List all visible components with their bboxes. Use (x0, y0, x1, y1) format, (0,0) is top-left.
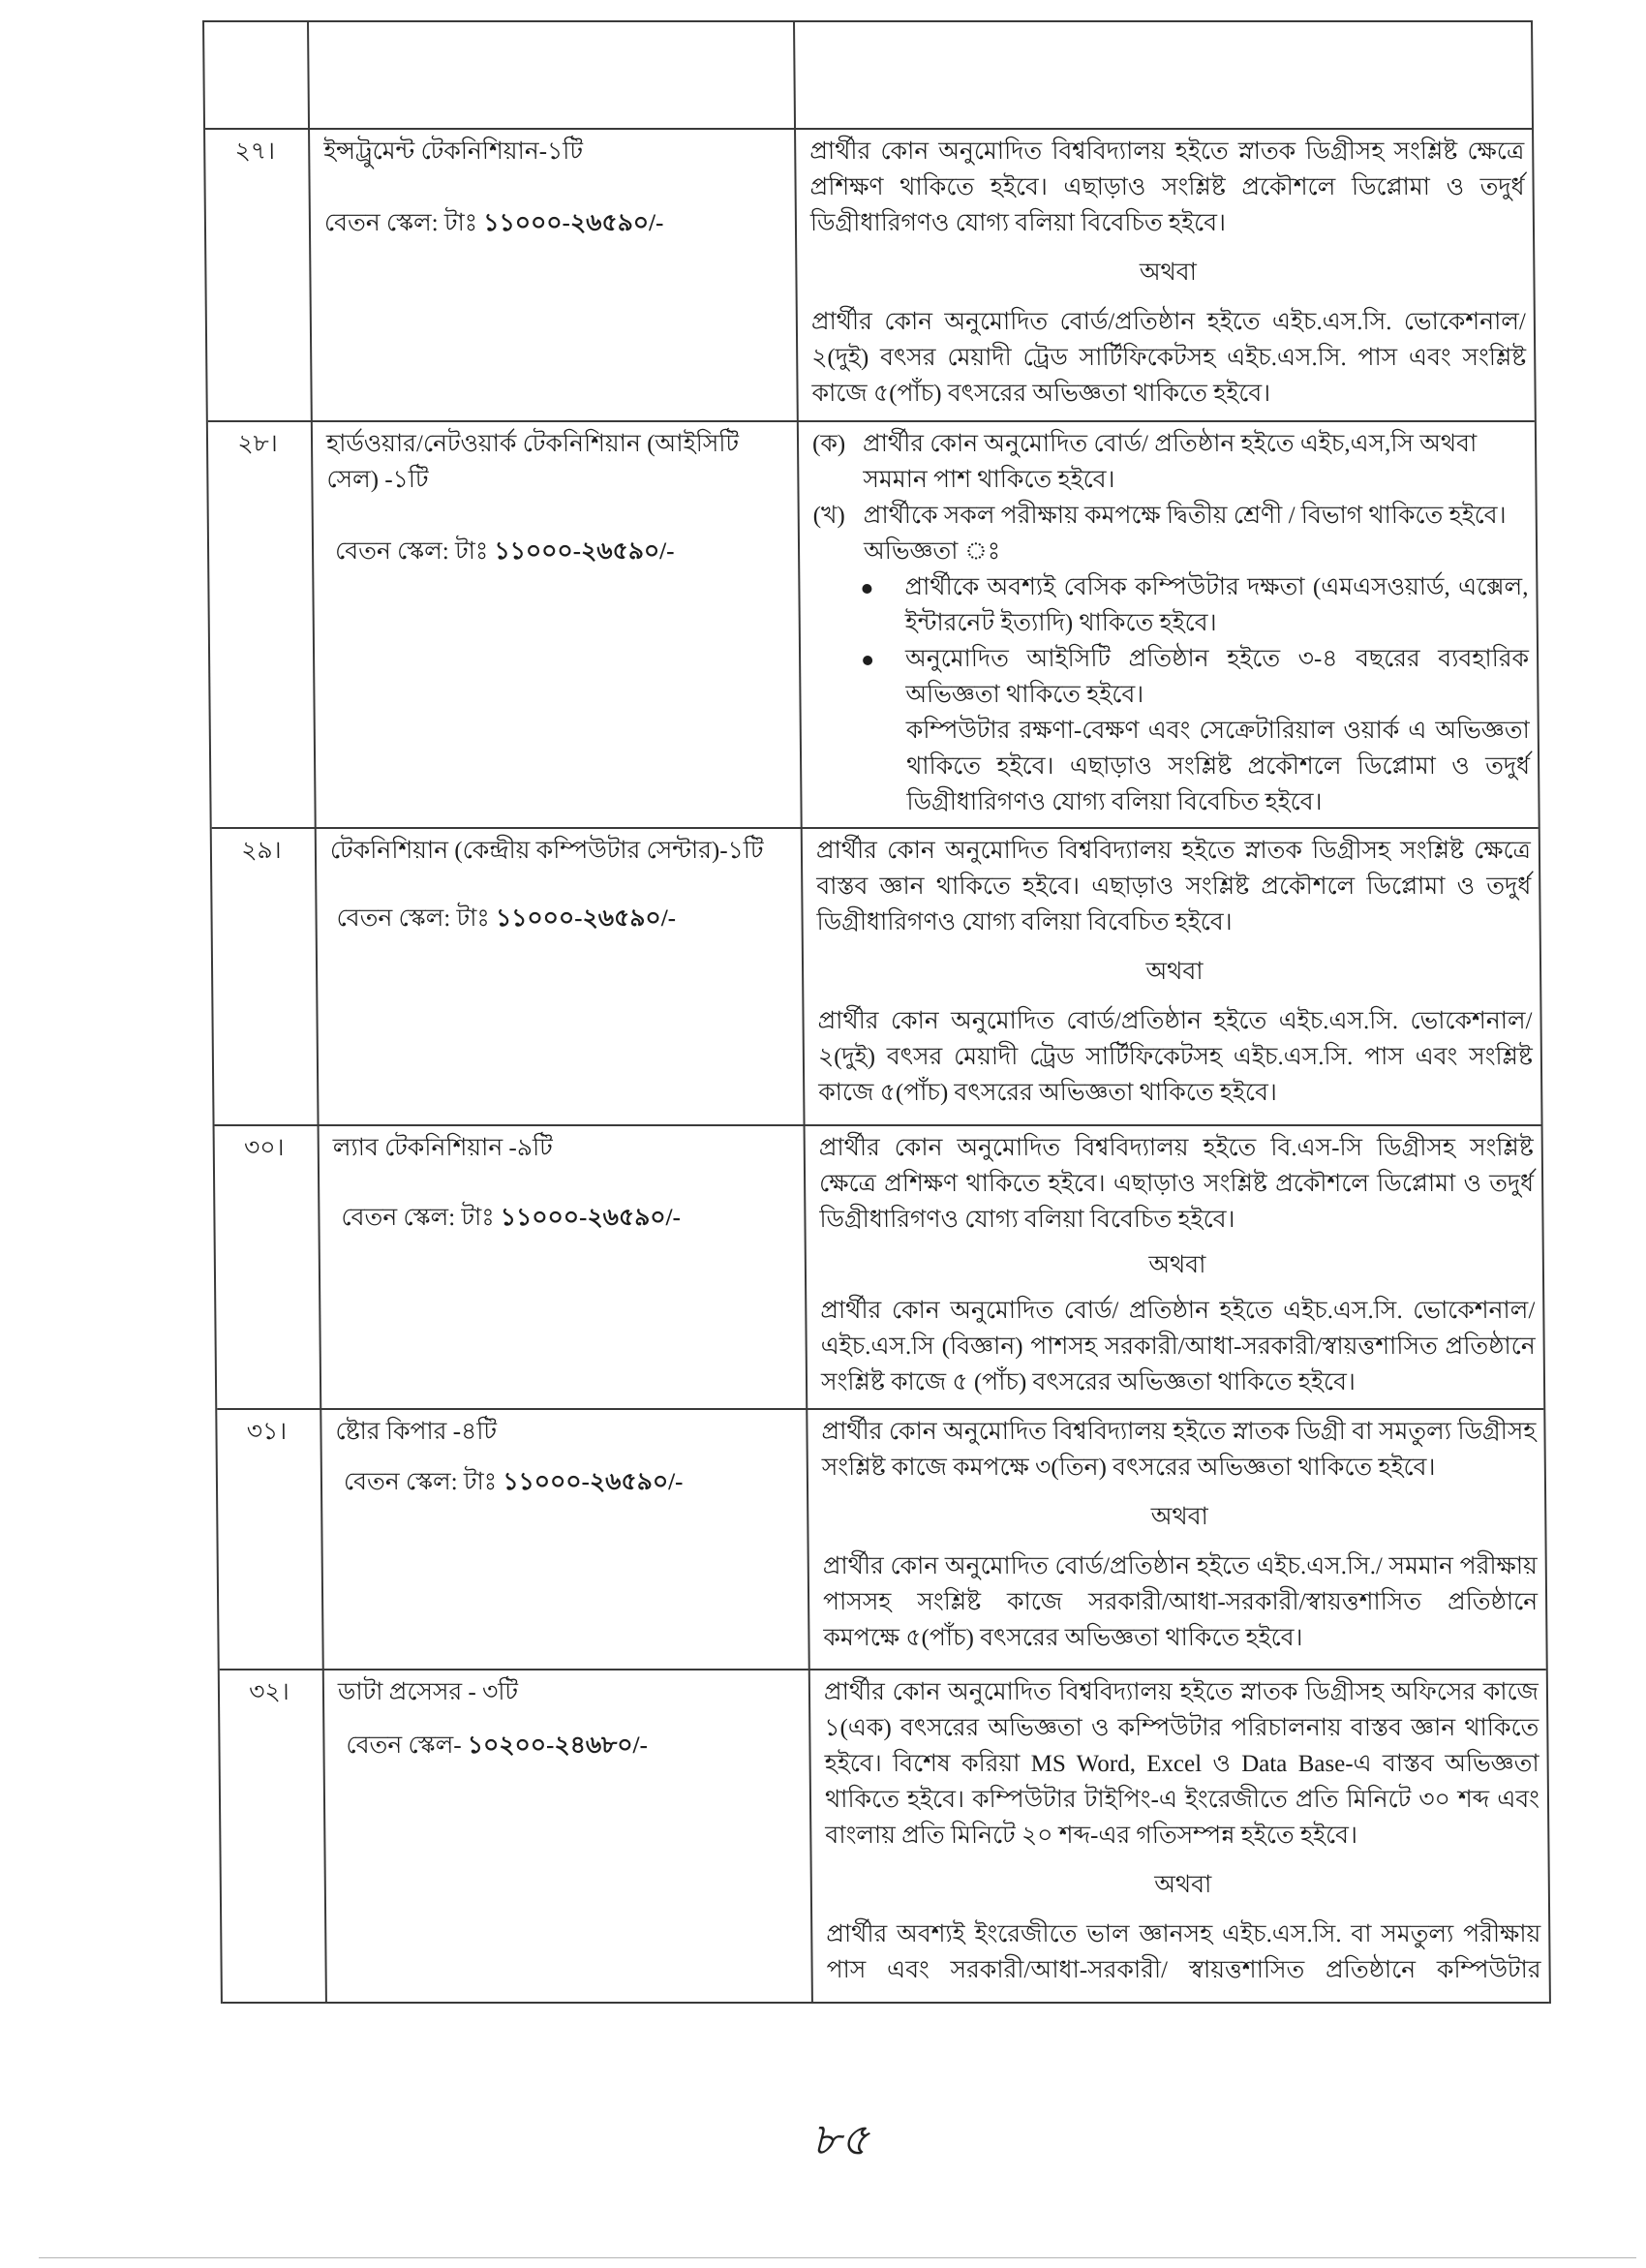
qualification-cell (799, 422, 1539, 827)
qualification-alternative: প্রার্থীর কোন অনুমোদিত বোর্ড/প্রতিষ্ঠান হইতে এইচ.এস.সি. ভোকেশনাল/২(দুই) বৎসর মেয়াদী ট্রেড সার্টিফিকেটসহ এইচ.এস.সি. পাস এবং সংশ্লিষ্ট কাজে ৫(পাঁচ) বৎসরের অভিজ্ঞতা থাকিতে হইবে। (817, 1008, 1534, 1106)
experience-note: কম্পিউটার রক্ষণা-বেক্ষণ এবং সেক্রেটারিয়াল ওয়ার্ক এ অভিজ্ঞতা থাকিতে হইবে। এছাড়াও সংশ্লিষ্ট প্রকৌশলে ডিপ্লোমা ও তদুর্ধ ডিগ্রীধারিগণও যোগ্য বলিয়া বিবেচিত হইবে। (905, 718, 1531, 815)
table-row (217, 1410, 1545, 1670)
post-title: ডাটা প্রসেসর - ৩টি (337, 1679, 519, 1705)
post-cell (313, 422, 803, 827)
pay-scale (324, 205, 785, 241)
table-row (220, 1670, 1549, 2004)
or-separator: অথবা (1150, 1504, 1208, 1530)
pay-scale-label: বেতন স্কেল: টাঃ (323, 210, 478, 236)
serial-number: ৩২। (249, 1679, 290, 1705)
post-cell (310, 130, 799, 420)
qualification-primary: প্রার্থীর কোন অনুমোদিত বিশ্ববিদ্যালয় হইতে স্নাতক ডিগ্রীসহ অফিসের কাজে ১(এক) বৎসরের অভিজ্ঞতা ও কম্পিউটার পরিচালনায় বাস্তব জ্ঞান থাকিতে হইবে। বিশেষ করিয়া MS Word, Excel ও Data Base-এ বাস্তব অভিজ্ঞতা থাকিতে হইবে। কম্পিউটার টাইপিং-এ ইংরেজীতে প্রতি মিনিটে ৩০ শব্দ এবং বাংলায় প্রতি মিনিটে ২০ শব্দ-এর গতিসম্পন্ন হইতে হইবে। (823, 1679, 1540, 1849)
pay-scale (335, 534, 788, 569)
serial-number: ২৭। (234, 138, 276, 165)
page-number: ৮৫ (811, 2115, 869, 2164)
qualification-primary: প্রার্থীর কোন অনুমোদিত বিশ্ববিদ্যালয় হইতে স্নাতক ডিগ্রীসহ সংশ্লিষ্ট ক্ষেত্রে প্রশিক্ষণ থাকিতে হইবে। এছাড়াও সংশ্লিষ্ট প্রকৌশলে ডিপ্লোমা ও তদুর্ধ ডিগ্রীধারিগণও যোগ্য বলিয়া বিবেচিত হইবে। (809, 138, 1525, 236)
requirement-text: প্রার্থীর কোন অনুমোদিত বোর্ড/ প্রতিষ্ঠান হইতে এইচ,এস,সি অথবা সমমান পাশ থাকিতে হইবে। (862, 431, 1478, 493)
pay-scale-amount: ১১০০০-২৬৫৯০/- (495, 905, 677, 932)
or-separator: অথবা (1148, 1252, 1206, 1278)
pay-scale-label: বেতন স্কেল- (346, 1732, 462, 1759)
bullet-icon (863, 656, 872, 665)
pay-scale (341, 1200, 794, 1236)
table-row (208, 422, 1539, 829)
post-cell (324, 1670, 813, 2002)
serial-number-cell (208, 422, 317, 827)
table-row (205, 130, 1535, 422)
qualification-alternative: প্রার্থীর কোন অনুমোদিত বোর্ড/প্রতিষ্ঠান হইতে এইচ.এস.সি. ভোকেশনাল/২(দুই) বৎসর মেয়াদী ট্রেড সার্টিফিকেটসহ এইচ.এস.সি. পাস এবং সংশ্লিষ্ট কাজে ৫(পাঁচ) বৎসরের অভিজ্ঞতা থাকিতে হইবে। (810, 309, 1527, 407)
pay-scale-label: বেতন স্কেল: টাঃ (341, 1205, 495, 1231)
pay-scale-label: বেতন স্কেল: টাঃ (343, 1469, 498, 1495)
serial-number: ২৮। (237, 431, 278, 457)
qualification-cell (795, 22, 1532, 128)
pay-scale-amount: ১১০০০-২৬৫৯০/- (494, 538, 675, 565)
qualification-cell (806, 1126, 1544, 1408)
post-title: টেকনিশিয়ান (কেন্দ্রীয় কম্পিউটার সেন্টার)-১টি (329, 838, 764, 864)
serial-number: ৩০। (243, 1135, 285, 1161)
post-cell (321, 1410, 809, 1669)
qualification-alternative: প্রার্থীর কোন অনুমোদিত বোর্ড/প্রতিষ্ঠান হইতে এইচ.এস.সি./ সমমান পরীক্ষায় পাসসহ সংশ্লিষ্ট কাজে সরকারী/আধা-সরকারী/স্বায়ত্তশাসিত প্রতিষ্ঠানে কমপক্ষে ৫(পাঁচ) বৎসরের অভিজ্ঞতা থাকিতে হইবে। (822, 1553, 1539, 1651)
table-row-continuation (204, 22, 1532, 130)
job-requirements-table (202, 20, 1551, 2004)
table-row (215, 1126, 1544, 1410)
pay-scale-amount: ১১০০০-২৬৫৯০/- (500, 1205, 682, 1231)
or-separator: অথবা (1154, 1872, 1212, 1898)
requirement-item (813, 498, 1528, 534)
experience-text: অনুমোদিত আইসিটি প্রতিষ্ঠান হইতে ৩-৪ বছরের ব্যবহারিক অভিজ্ঞতা থাকিতে হইবে। (904, 646, 1530, 708)
serial-number-cell (204, 22, 310, 128)
serial-number-cell (205, 130, 313, 420)
serial-number-cell (220, 1670, 327, 2002)
post-title: ল্যাব টেকনিশিয়ান -৯টি (332, 1135, 553, 1161)
pay-scale (346, 1728, 799, 1763)
post-cell (320, 1126, 808, 1408)
qualification-primary: প্রার্থীর কোন অনুমোদিত বিশ্ববিদ্যালয় হইতে স্নাতক ডিগ্রী বা সমতুল্য ডিগ্রীসহ সংশ্লিষ্ট কাজে কমপক্ষে ৩(তিন) বৎসরের অভিজ্ঞতা থাকিতে হইবে। (821, 1419, 1537, 1481)
pay-scale-label: বেতন স্কেল: টাঃ (336, 905, 490, 932)
post-title: হার্ডওয়ার/নেটওয়ার্ক টেকনিশিয়ান (আইসিটি সেল) -১টি (325, 431, 740, 493)
requirement-label: (ক) (811, 431, 846, 457)
serial-number-cell (217, 1410, 323, 1669)
scan-edge-line (39, 2257, 1636, 2258)
post-cell (317, 829, 806, 1124)
post-cell (309, 22, 796, 128)
requirement-text: প্রার্থীকে সকল পরীক্ষায় কমপক্ষে দ্বিতীয় শ্রেণী / বিভাগ থাকিতে হইবে। (863, 503, 1507, 529)
qualification-alternative: প্রার্থীর অবশ্যই ইংরেজীতে ভাল জ্ঞানসহ এইচ.এস.সি. বা সমতুল্য পরীক্ষায় পাস এবং সরকারী/আধা-সরকারী/ স্বায়ত্তশাসিত প্রতিষ্ঠানে কম্পিউটার (826, 1921, 1541, 1983)
qualification-cell (808, 1410, 1545, 1669)
or-separator: অথবা (1139, 260, 1198, 286)
pay-scale-label: বেতন স্কেল: টাঃ (334, 538, 489, 565)
bullet-icon (862, 584, 871, 594)
pay-scale-amount: ১১০০০-২৬৫৯০/- (483, 210, 664, 236)
qualification-cell (810, 1670, 1549, 2002)
post-title: ইন্সট্রুমেন্ট টেকনিশিয়ান-১টি (323, 138, 584, 165)
experience-heading: অভিজ্ঞতা ঃ (863, 538, 1001, 565)
qualification-primary: প্রার্থীর কোন অনুমোদিত বিশ্ববিদ্যালয় হইতে বি.এস-সি ডিগ্রীসহ সংশ্লিষ্ট ক্ষেত্রে প্রশিক্ষণ থাকিতে হইবে। এছাড়াও সংশ্লিষ্ট প্রকৌশলে ডিপ্লোমা ও তদুর্ধ ডিগ্রীধারিগণও যোগ্য বলিয়া বিবেচিত হইবে। (818, 1135, 1535, 1233)
or-separator: অথবা (1145, 959, 1204, 985)
experience-item (814, 641, 1530, 713)
serial-number-cell (212, 829, 320, 1124)
post-title: ষ্টোর কিপার -৪টি (335, 1419, 498, 1445)
table-row (212, 829, 1541, 1126)
serial-number-cell (215, 1126, 322, 1408)
pay-scale (344, 1464, 797, 1500)
experience-text: প্রার্থীকে অবশ্যই বেসিক কম্পিউটার দক্ষতা (এমএসওয়ার্ড, এক্সেল, ইন্টারনেট ইত্যাদি) থাকিতে হইবে। (904, 574, 1529, 636)
serial-number: ৩১। (246, 1419, 288, 1445)
qualification-primary: প্রার্থীর কোন অনুমোদিত বিশ্ববিদ্যালয় হইতে স্নাতক ডিগ্রীসহ সংশ্লিষ্ট ক্ষেত্রে বাস্তব জ্ঞান থাকিতে হইবে। এছাড়াও সংশ্লিষ্ট প্রকৌশলে ডিপ্লোমা ও তদুর্ধ ডিগ্রীধারিগণও যোগ্য বলিয়া বিবেচিত হইবে। (815, 838, 1532, 935)
qualification-alternative: প্রার্থীর কোন অনুমোদিত বোর্ড/ প্রতিষ্ঠান হইতে এইচ.এস.সি. ভোকেশনাল/ এইচ.এস.সি (বিজ্ঞান) পাশসহ সরকারী/আধা-সরকারী/স্বায়ত্তশাসিত প্রতিষ্ঠানে সংশ্লিষ্ট কাজে ৫ (পাঁচ) বৎসরের অভিজ্ঞতা থাকিতে হইবে। (820, 1298, 1536, 1395)
experience-item (813, 569, 1529, 641)
requirement-label: (খ) (812, 503, 845, 529)
pay-scale (336, 901, 791, 936)
pay-scale-amount: ১১০০০-২৬৫৯০/- (503, 1469, 684, 1495)
pay-scale-amount: ১০২০০-২৪৬৮০/- (467, 1732, 649, 1759)
requirement-item (812, 426, 1528, 498)
serial-number: ২৯। (241, 838, 282, 864)
qualification-cell (803, 829, 1541, 1124)
qualification-cell (796, 130, 1535, 420)
